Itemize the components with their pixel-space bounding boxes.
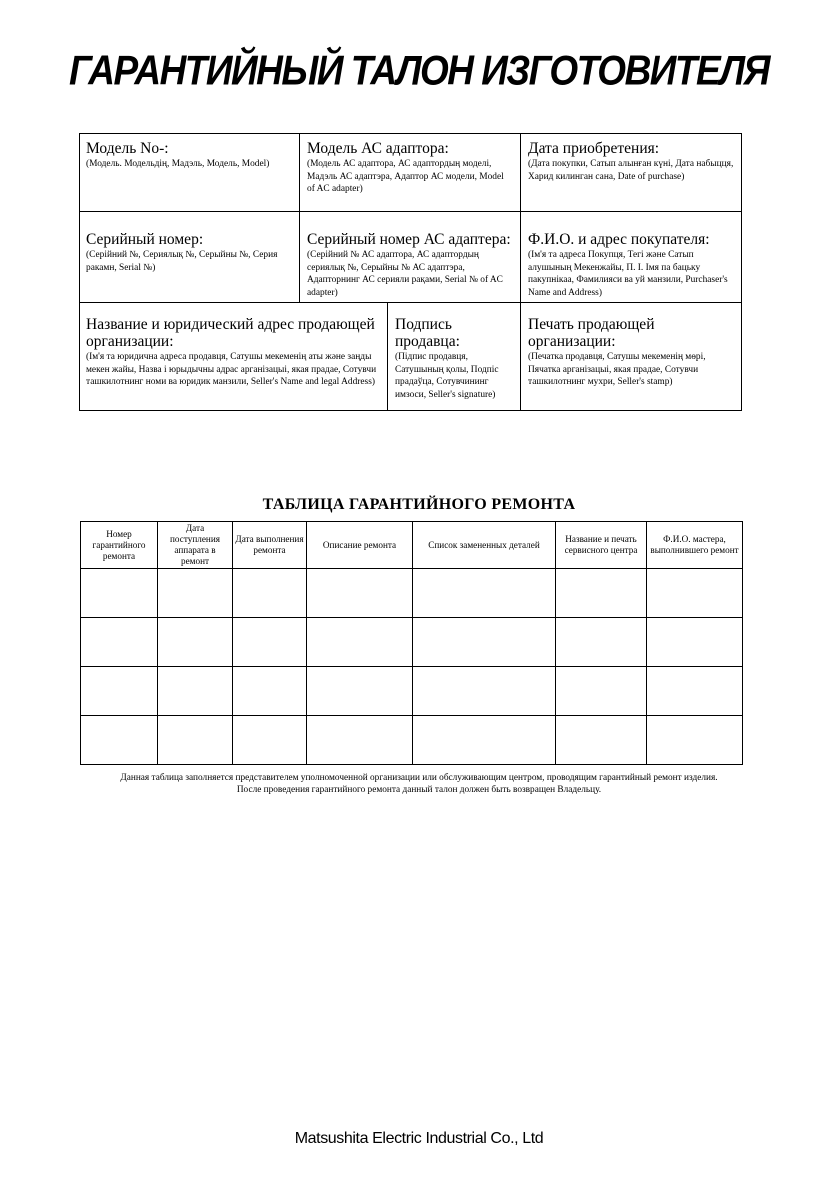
table-cell[interactable] xyxy=(158,716,233,765)
repair-table-header xyxy=(81,522,743,569)
table-row xyxy=(81,716,743,765)
field-hint: (Серійний № АС адаптора, АС адаптордың сериялық №, Серыйны № АС адаптэра, Адапторнинг АС серияли рақами, Serial № of AC adapter) xyxy=(307,250,503,298)
field-label: Название и юридический адрес продающей организации: xyxy=(86,316,375,350)
field-hint: (Модель. Модельдің, Мадэль, Модель, Model) xyxy=(86,159,270,169)
field-hint: (Печатка продавця, Сатушы мекеменің мөрі, Пячатка арганізацыі, якая прадае, Сотувчи ташкилотнинг мухри, Seller's stamp) xyxy=(528,352,706,387)
table-cell[interactable] xyxy=(307,569,413,618)
column-header: Дата поступления аппарата в ремонт xyxy=(158,522,233,569)
table-cell[interactable] xyxy=(413,667,556,716)
column-header: Номер гарантийного ремонта xyxy=(81,522,158,569)
table-cell[interactable] xyxy=(158,569,233,618)
table-cell[interactable] xyxy=(647,716,743,765)
table-row xyxy=(81,618,743,667)
table-cell[interactable] xyxy=(647,618,743,667)
table-cell[interactable] xyxy=(158,618,233,667)
field-label: Печать продающей организации: xyxy=(528,316,655,350)
field-label: Дата приобретения: xyxy=(528,140,660,157)
table-cell[interactable] xyxy=(413,569,556,618)
field-hint: (Ім'я та адреса Покупця, Тегі және Сатып алушының Мекенжайы, П. І. Імя па бацьку пакупнікаа, Фамилияси ва уй манзили, Purchaser's Name and Address) xyxy=(528,250,728,298)
table-row xyxy=(81,667,743,716)
field-hint: (Модель АС адаптора, АС адаптордың моделі, Мадэль АС адаптэра, Адаптор АС модели, Model of AC adapter) xyxy=(307,159,504,194)
field-label: Серийный номер АС адаптера: xyxy=(307,231,511,248)
table-cell[interactable] xyxy=(158,667,233,716)
table-cell[interactable] xyxy=(556,667,647,716)
table-cell[interactable] xyxy=(647,667,743,716)
field-hint: (Ім'я та юридична адреса продавця, Сатушы мекеменің аты және заңды мекен жайы, Назва і юрыдычны адрас арганізацыі, якая прадае, Сотувчи ташкилотнинг номи ва юридик манзили, Seller's Name and legal Address) xyxy=(86,352,377,387)
adapter-model-field[interactable] xyxy=(300,134,520,202)
field-label: Подпись продавца: xyxy=(395,316,460,350)
note-line: Данная таблица заполняется представителем уполномоченной организации или обслуживающим центром, проводящим гарантийный ремонт изделия. xyxy=(120,773,718,783)
seller-signature-field[interactable] xyxy=(388,310,520,407)
model-number-field[interactable] xyxy=(79,134,299,177)
table-cell[interactable] xyxy=(413,716,556,765)
table-cell[interactable] xyxy=(307,716,413,765)
seller-stamp-field[interactable] xyxy=(521,310,742,395)
repair-table-note xyxy=(60,773,778,796)
field-label: Серийный номер: xyxy=(86,231,204,248)
note-line: После проведения гарантийного ремонта данный талон должен быть возвращен Владельцу. xyxy=(236,784,602,795)
table-cell[interactable] xyxy=(233,618,307,667)
serial-number-field[interactable] xyxy=(79,225,299,280)
table-cell[interactable] xyxy=(233,716,307,765)
repair-table-title: ТАБЛИЦА ГАРАНТИЙНОГО РЕМОНТА xyxy=(262,496,576,513)
table-cell[interactable] xyxy=(233,667,307,716)
field-label: Модель АС адаптора: xyxy=(307,140,449,157)
table-cell[interactable] xyxy=(81,667,158,716)
table-cell[interactable] xyxy=(81,618,158,667)
field-label: Ф.И.О. и адрес покупателя: xyxy=(528,231,710,248)
table-cell[interactable] xyxy=(556,569,647,618)
table-row xyxy=(81,569,743,618)
column-header: Описание ремонта xyxy=(307,522,413,569)
repair-table xyxy=(80,521,743,765)
seller-name-address-field[interactable] xyxy=(79,310,387,395)
table-cell[interactable] xyxy=(413,618,556,667)
table-cell[interactable] xyxy=(556,618,647,667)
form-divider xyxy=(79,211,742,212)
company-name: Matsushita Electric Industrial Co., Ltd xyxy=(294,1130,544,1147)
field-hint: (Підпис продавця, Сатушының қолы, Подпіс прадаўца, Сотувчининг имзоси, Seller's signature) xyxy=(395,352,499,400)
field-hint: (Серійний №, Сериялық №, Серыйны №, Серия ракамн, Serial №) xyxy=(86,250,278,273)
table-cell[interactable] xyxy=(81,716,158,765)
table-cell[interactable] xyxy=(81,569,158,618)
table-cell[interactable] xyxy=(647,569,743,618)
field-hint: (Дата покупки, Сатып алынған күні, Дата набыцця, Харид килинган сана, Date of purchase) xyxy=(528,159,734,182)
purchaser-name-address-field[interactable] xyxy=(521,225,742,305)
adapter-serial-field[interactable] xyxy=(300,225,520,305)
table-cell[interactable] xyxy=(307,618,413,667)
table-cell[interactable] xyxy=(233,569,307,618)
purchase-date-field[interactable] xyxy=(521,134,742,189)
field-label: Модель No-: xyxy=(86,140,169,157)
column-header: Ф.И.О. мастера, выполнившего ремонт xyxy=(647,522,743,569)
column-header: Список замененных деталей xyxy=(413,522,556,569)
column-header: Название и печать сервисного центра xyxy=(556,522,647,569)
table-cell[interactable] xyxy=(556,716,647,765)
table-cell[interactable] xyxy=(307,667,413,716)
column-header: Дата выполнения ремонта xyxy=(233,522,307,569)
page-title: ГАРАНТИЙНЫЙ ТАЛОН ИЗГОТОВИТЕЛЯ xyxy=(68,47,770,94)
